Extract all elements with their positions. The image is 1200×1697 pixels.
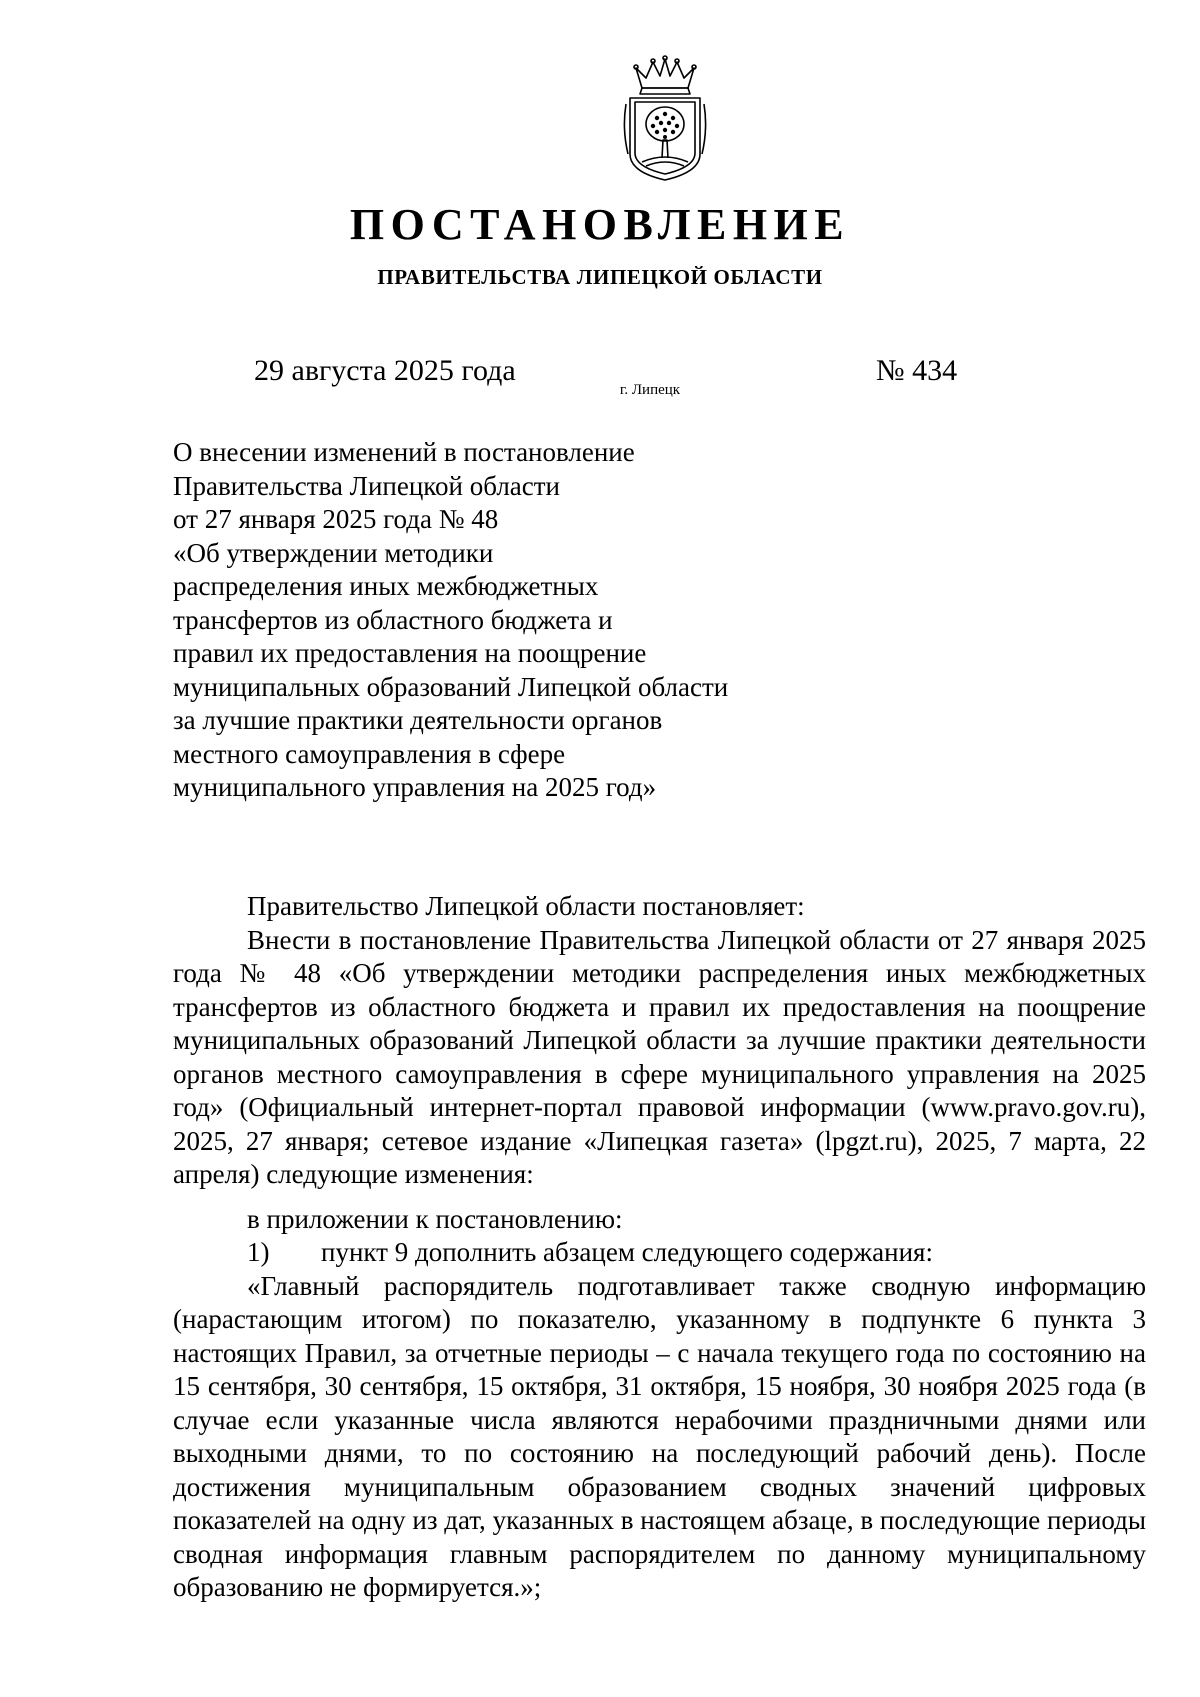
document-title: ПОСТАНОВЛЕНИЕ (349, 200, 851, 249)
appendix-paragraph: в приложении к постановлению: (247, 1203, 623, 1234)
heading-line: за лучшие практики деятельности органов (173, 705, 663, 735)
heading-line: муниципального управления на 2025 год» (173, 772, 657, 802)
decree-paragraph: Правительство Липецкой области постановляет: (247, 891, 805, 921)
lipetsk-coat-of-arms-icon (622, 54, 708, 182)
heading-line: распределения иных межбюджетных (173, 571, 599, 601)
document-subtitle: ПРАВИТЕЛЬСТВА ЛИПЕЦКОЙ ОБЛАСТИ (377, 265, 823, 289)
document-number: № 434 (876, 354, 958, 387)
heading-line: муниципальных образований Липецкой области (173, 671, 729, 702)
document-date: 29 августа 2025 года (254, 354, 516, 387)
heading-line: «Об утверждении методики (173, 537, 494, 568)
document-body (173, 890, 1146, 1605)
heading-line: Правительства Липецкой области (173, 470, 561, 501)
document-city: г. Липецк (619, 382, 681, 398)
heading-line: местного самоуправления в сфере (173, 738, 566, 769)
heading-line: правил их предоставления на поощрение (173, 638, 647, 668)
item-text: пункт 9 дополнить абзацем следующего содержания: (321, 1237, 933, 1267)
amendment-paragraph: Внести в постановление Правительства Липецкой области от 27 января 2025 года № 48 «Об утверждении методики распределения иных межбюджетных трансфертов из областного бюджета и правил их предоставления на поощрение муниципальных образований Липецкой области за лучшие практики деятельности органов местного самоуправления в сфере муниципального управления на 2025 год» (Официальный интернет-портал правовой информации (www.pravo.gov.ru), 2025, 27 января; сетевое издание «Липецкая газета» (lpgzt.ru), 2025, 7 марта, 22 апреля) следующие изменения: (173, 924, 1146, 1189)
heading-line: от 27 января 2025 года № 48 (173, 504, 499, 534)
heading-line: трансфертов из областного бюджета и (173, 604, 613, 635)
heading-line: О внесении изменений в постановление (173, 437, 635, 467)
item-number: 1) (247, 1237, 270, 1267)
amendment-item (173, 1236, 1146, 1270)
document-heading (173, 436, 813, 805)
quoted-paragraph: «Главный распорядитель подготавливает также сводную информацию (нарастающим итогом) по показателю, указанному в подпункте 6 пункта 3 настоящих Правил, за отчетные периоды – с начала текущего года по состоянию на 15 сентября, 30 сентября, 15 октября, 31 октября, 15 ноября, 30 ноября 2025 года (в случае если указанные числа являются нерабочими праздничными днями или выходными днями, то по состоянию на последующий рабочий день). После достижения муниципальным образованием сводных значений цифровых показателей на одну из дат, указанных в настоящем абзаце, в последующие периоды сводная информация главным распорядителем по данному муниципальному образованию не формируется.»; (173, 1270, 1146, 1602)
